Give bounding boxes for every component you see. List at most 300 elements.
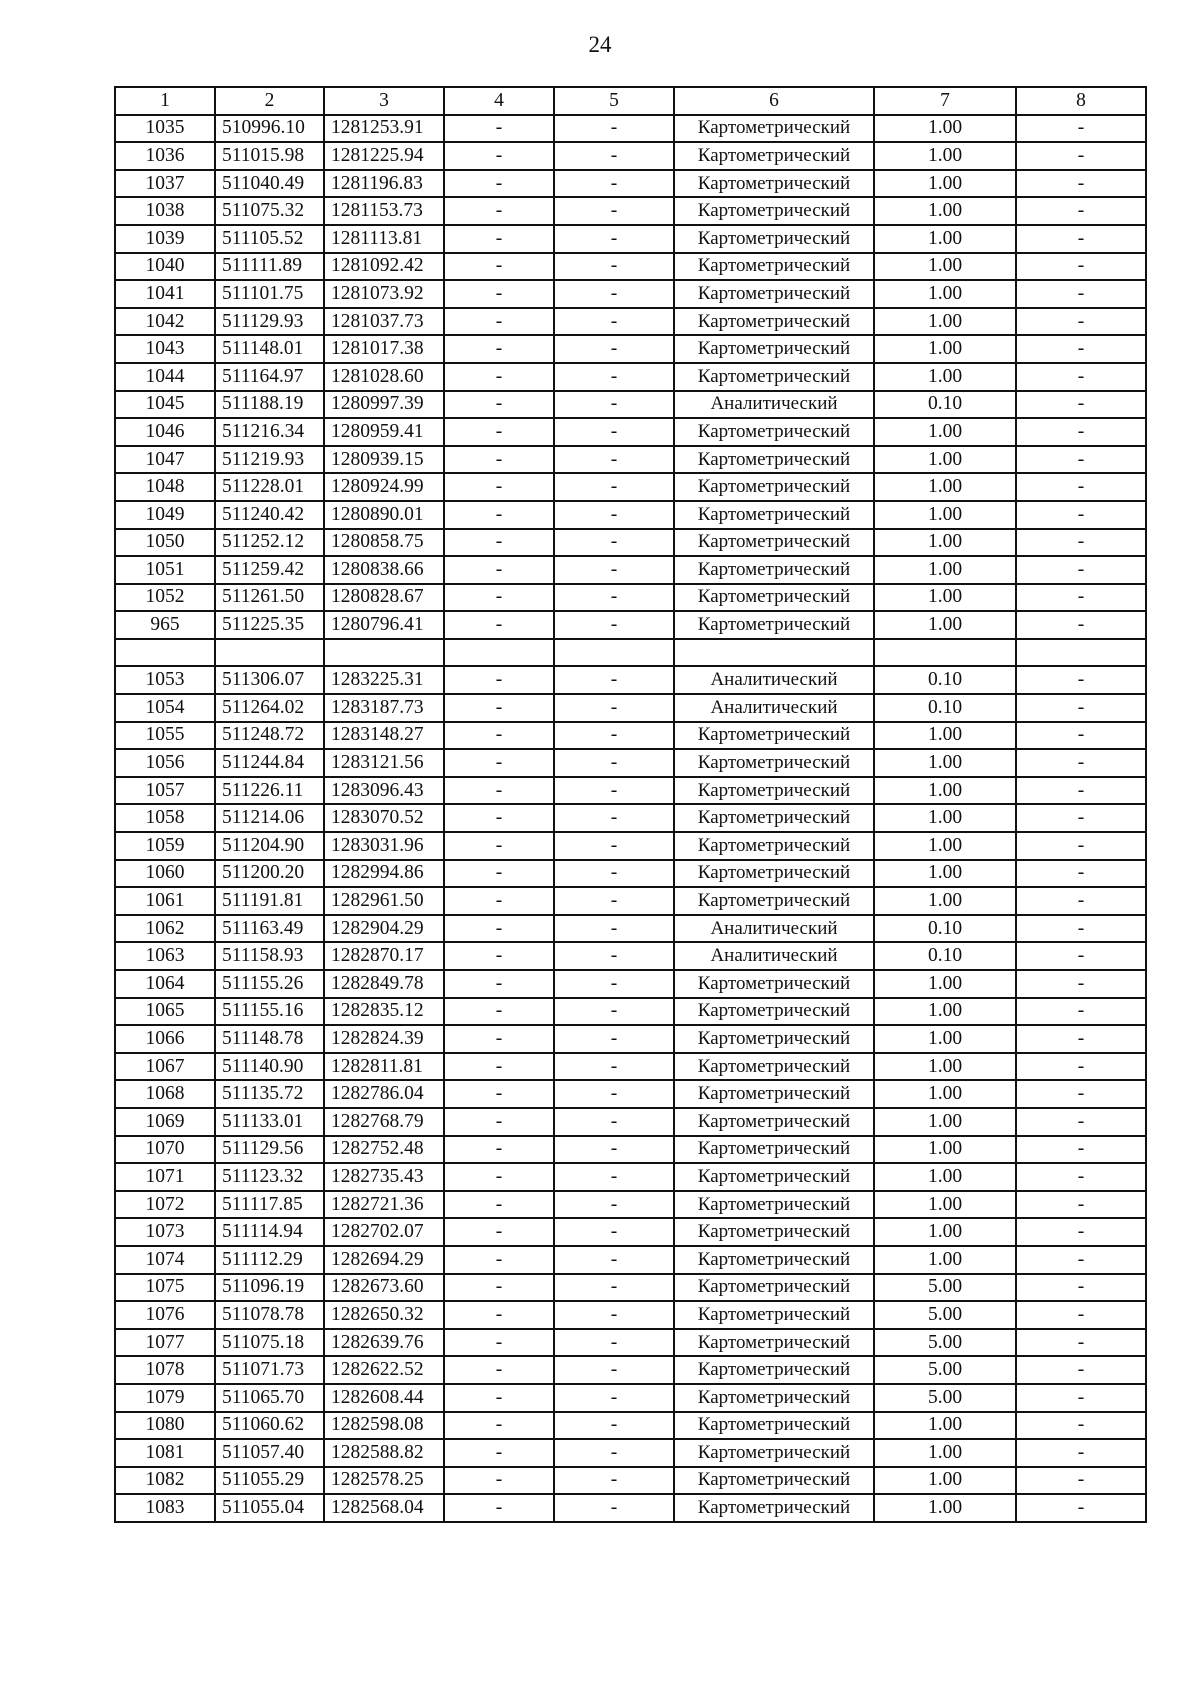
- table-row: [115, 473, 1146, 501]
- table-row: [115, 446, 1146, 474]
- point-number-cell: 1041: [115, 280, 215, 308]
- y-coordinate-cell: 1283096.43: [324, 777, 444, 805]
- table-row: [115, 1053, 1146, 1081]
- table-row: [115, 1108, 1146, 1136]
- accuracy-cell: 1.00: [874, 1053, 1016, 1081]
- x-coordinate-cell: 511158.93: [215, 942, 324, 970]
- y-coordinate-cell: 1281153.73: [324, 197, 444, 225]
- accuracy-cell: 1.00: [874, 804, 1016, 832]
- col5-cell: -: [554, 860, 674, 888]
- table-row: [115, 1246, 1146, 1274]
- x-coordinate-cell: 511040.49: [215, 170, 324, 198]
- point-number-cell: 1045: [115, 391, 215, 419]
- x-coordinate-cell: 511148.78: [215, 1025, 324, 1053]
- point-number-cell: 1062: [115, 915, 215, 943]
- method-cell: Картометрический: [674, 308, 874, 336]
- accuracy-cell: 1.00: [874, 722, 1016, 750]
- col5-cell: -: [554, 1467, 674, 1495]
- method-cell: Картометрический: [674, 335, 874, 363]
- table-row: [115, 1218, 1146, 1246]
- y-coordinate-cell: 1282870.17: [324, 942, 444, 970]
- y-coordinate-cell: 1282835.12: [324, 998, 444, 1026]
- col5-cell: -: [554, 722, 674, 750]
- x-coordinate-cell: 511065.70: [215, 1384, 324, 1412]
- col5-cell: -: [554, 1494, 674, 1522]
- col8-cell: -: [1016, 115, 1146, 143]
- col5-cell: -: [554, 197, 674, 225]
- col5-cell: -: [554, 584, 674, 612]
- accuracy-cell: 1.00: [874, 1439, 1016, 1467]
- x-coordinate-cell: 511225.35: [215, 611, 324, 639]
- col4-cell: -: [444, 970, 554, 998]
- x-coordinate-cell: 511140.90: [215, 1053, 324, 1081]
- col4-cell: -: [444, 1080, 554, 1108]
- col4-cell: -: [444, 998, 554, 1026]
- x-coordinate-cell: 510996.10: [215, 115, 324, 143]
- col8-cell: -: [1016, 722, 1146, 750]
- method-cell: Аналитический: [674, 915, 874, 943]
- col4-cell: -: [444, 1412, 554, 1440]
- point-number-cell: 1077: [115, 1329, 215, 1357]
- col4-cell: -: [444, 860, 554, 888]
- col5-cell: -: [554, 1439, 674, 1467]
- point-number-cell: 1042: [115, 308, 215, 336]
- col4-cell: [444, 639, 554, 667]
- col4-cell: -: [444, 1163, 554, 1191]
- point-number-cell: 1072: [115, 1191, 215, 1219]
- point-number-cell: 1046: [115, 418, 215, 446]
- col4-cell: -: [444, 170, 554, 198]
- y-coordinate-cell: 1282608.44: [324, 1384, 444, 1412]
- x-coordinate-cell: 511096.19: [215, 1274, 324, 1302]
- col5-cell: -: [554, 115, 674, 143]
- col4-cell: -: [444, 1329, 554, 1357]
- col8-cell: -: [1016, 804, 1146, 832]
- col5-cell: -: [554, 777, 674, 805]
- col8-cell: -: [1016, 1384, 1146, 1412]
- table-row: [115, 915, 1146, 943]
- point-number-cell: 1050: [115, 529, 215, 557]
- y-coordinate-cell: [324, 639, 444, 667]
- point-number-cell: 1043: [115, 335, 215, 363]
- x-coordinate-cell: 511191.81: [215, 887, 324, 915]
- table-row: [115, 1163, 1146, 1191]
- col5-cell: -: [554, 529, 674, 557]
- accuracy-cell: 0.10: [874, 391, 1016, 419]
- col8-cell: [1016, 639, 1146, 667]
- col5-cell: -: [554, 666, 674, 694]
- accuracy-cell: 1.00: [874, 335, 1016, 363]
- y-coordinate-cell: 1283148.27: [324, 722, 444, 750]
- col4-cell: -: [444, 446, 554, 474]
- method-cell: Картометрический: [674, 1163, 874, 1191]
- y-coordinate-cell: 1282721.36: [324, 1191, 444, 1219]
- method-cell: Картометрический: [674, 832, 874, 860]
- col5-cell: -: [554, 1246, 674, 1274]
- col8-cell: -: [1016, 1274, 1146, 1302]
- method-cell: Картометрический: [674, 446, 874, 474]
- table-row: [115, 666, 1146, 694]
- point-number-cell: 1061: [115, 887, 215, 915]
- x-coordinate-cell: 511071.73: [215, 1356, 324, 1384]
- table-row: [115, 998, 1146, 1026]
- col4-cell: -: [444, 115, 554, 143]
- point-number-cell: 1081: [115, 1439, 215, 1467]
- method-cell: Картометрический: [674, 1494, 874, 1522]
- col8-cell: -: [1016, 170, 1146, 198]
- col8-cell: -: [1016, 942, 1146, 970]
- x-coordinate-cell: 511111.89: [215, 253, 324, 281]
- col8-cell: -: [1016, 611, 1146, 639]
- y-coordinate-cell: 1282786.04: [324, 1080, 444, 1108]
- x-coordinate-cell: 511078.78: [215, 1301, 324, 1329]
- col8-cell: -: [1016, 335, 1146, 363]
- col4-cell: -: [444, 1136, 554, 1164]
- accuracy-cell: [874, 639, 1016, 667]
- col8-cell: -: [1016, 1053, 1146, 1081]
- x-coordinate-cell: 511259.42: [215, 556, 324, 584]
- point-number-cell: 1079: [115, 1384, 215, 1412]
- y-coordinate-cell: 1282735.43: [324, 1163, 444, 1191]
- col8-cell: -: [1016, 1356, 1146, 1384]
- y-coordinate-cell: 1282994.86: [324, 860, 444, 888]
- point-number-cell: 1054: [115, 694, 215, 722]
- method-cell: Картометрический: [674, 887, 874, 915]
- y-coordinate-cell: 1280997.39: [324, 391, 444, 419]
- accuracy-cell: 1.00: [874, 1218, 1016, 1246]
- x-coordinate-cell: 511133.01: [215, 1108, 324, 1136]
- col8-cell: -: [1016, 832, 1146, 860]
- accuracy-cell: 1.00: [874, 1080, 1016, 1108]
- x-coordinate-cell: 511114.94: [215, 1218, 324, 1246]
- table-row: [115, 887, 1146, 915]
- col5-cell: -: [554, 1053, 674, 1081]
- col4-cell: -: [444, 887, 554, 915]
- y-coordinate-cell: 1281017.38: [324, 335, 444, 363]
- point-number-cell: 1048: [115, 473, 215, 501]
- accuracy-cell: 1.00: [874, 418, 1016, 446]
- point-number-cell: [115, 639, 215, 667]
- table-row: [115, 804, 1146, 832]
- x-coordinate-cell: 511264.02: [215, 694, 324, 722]
- point-number-cell: 1044: [115, 363, 215, 391]
- method-cell: Картометрический: [674, 1329, 874, 1357]
- y-coordinate-cell: 1280796.41: [324, 611, 444, 639]
- accuracy-cell: 1.00: [874, 1412, 1016, 1440]
- point-number-cell: 1063: [115, 942, 215, 970]
- col4-cell: -: [444, 1467, 554, 1495]
- accuracy-cell: 1.00: [874, 446, 1016, 474]
- point-number-cell: 1070: [115, 1136, 215, 1164]
- method-cell: Картометрический: [674, 115, 874, 143]
- col5-cell: -: [554, 970, 674, 998]
- table-row: [115, 529, 1146, 557]
- table-row: [115, 225, 1146, 253]
- col8-cell: -: [1016, 666, 1146, 694]
- col5-cell: -: [554, 363, 674, 391]
- table-row: [115, 860, 1146, 888]
- col5-cell: -: [554, 915, 674, 943]
- method-cell: Картометрический: [674, 363, 874, 391]
- col5-cell: -: [554, 446, 674, 474]
- col8-cell: -: [1016, 1329, 1146, 1357]
- point-number-cell: 1058: [115, 804, 215, 832]
- y-coordinate-cell: 1282622.52: [324, 1356, 444, 1384]
- method-cell: Картометрический: [674, 1274, 874, 1302]
- col8-cell: -: [1016, 970, 1146, 998]
- col8-cell: -: [1016, 1467, 1146, 1495]
- x-coordinate-cell: 511163.49: [215, 915, 324, 943]
- y-coordinate-cell: 1280959.41: [324, 418, 444, 446]
- x-coordinate-cell: 511015.98: [215, 142, 324, 170]
- accuracy-cell: 1.00: [874, 777, 1016, 805]
- x-coordinate-cell: 511129.56: [215, 1136, 324, 1164]
- point-number-cell: 1068: [115, 1080, 215, 1108]
- x-coordinate-cell: 511055.29: [215, 1467, 324, 1495]
- table-row: [115, 1467, 1146, 1495]
- method-cell: Картометрический: [674, 804, 874, 832]
- col5-cell: -: [554, 749, 674, 777]
- x-coordinate-cell: 511135.72: [215, 1080, 324, 1108]
- point-number-cell: 1053: [115, 666, 215, 694]
- y-coordinate-cell: 1282568.04: [324, 1494, 444, 1522]
- col5-cell: -: [554, 1356, 674, 1384]
- col8-cell: -: [1016, 418, 1146, 446]
- method-cell: [674, 639, 874, 667]
- table-row: [115, 115, 1146, 143]
- point-number-cell: 1047: [115, 446, 215, 474]
- table-header: [115, 87, 1146, 115]
- col5-cell: -: [554, 253, 674, 281]
- accuracy-cell: 1.00: [874, 473, 1016, 501]
- x-coordinate-cell: 511226.11: [215, 777, 324, 805]
- y-coordinate-cell: 1281028.60: [324, 363, 444, 391]
- accuracy-cell: 1.00: [874, 1494, 1016, 1522]
- accuracy-cell: 1.00: [874, 887, 1016, 915]
- col5-cell: -: [554, 1191, 674, 1219]
- col5-cell: -: [554, 418, 674, 446]
- col8-cell: -: [1016, 749, 1146, 777]
- method-cell: Картометрический: [674, 1356, 874, 1384]
- col4-cell: -: [444, 1218, 554, 1246]
- point-number-cell: 1060: [115, 860, 215, 888]
- col4-cell: -: [444, 611, 554, 639]
- col8-cell: -: [1016, 1080, 1146, 1108]
- col5-cell: -: [554, 1080, 674, 1108]
- method-cell: Картометрический: [674, 1439, 874, 1467]
- accuracy-cell: 1.00: [874, 170, 1016, 198]
- col8-cell: -: [1016, 391, 1146, 419]
- header-cell-4: 4: [444, 87, 554, 115]
- point-number-cell: 1065: [115, 998, 215, 1026]
- col4-cell: -: [444, 253, 554, 281]
- col4-cell: -: [444, 363, 554, 391]
- point-number-cell: 1035: [115, 115, 215, 143]
- x-coordinate-cell: 511105.52: [215, 225, 324, 253]
- table-row: [115, 832, 1146, 860]
- table-row: [115, 280, 1146, 308]
- method-cell: Картометрический: [674, 1108, 874, 1136]
- accuracy-cell: 1.00: [874, 1136, 1016, 1164]
- point-number-cell: 1056: [115, 749, 215, 777]
- col4-cell: -: [444, 722, 554, 750]
- col8-cell: -: [1016, 225, 1146, 253]
- col4-cell: -: [444, 777, 554, 805]
- col8-cell: -: [1016, 446, 1146, 474]
- col4-cell: -: [444, 749, 554, 777]
- y-coordinate-cell: 1280838.66: [324, 556, 444, 584]
- point-number-cell: 1067: [115, 1053, 215, 1081]
- y-coordinate-cell: 1282673.60: [324, 1274, 444, 1302]
- method-cell: Картометрический: [674, 970, 874, 998]
- table-row: [115, 197, 1146, 225]
- point-number-cell: 1055: [115, 722, 215, 750]
- col4-cell: -: [444, 942, 554, 970]
- col5-cell: -: [554, 556, 674, 584]
- point-number-cell: 1036: [115, 142, 215, 170]
- col4-cell: -: [444, 391, 554, 419]
- point-number-cell: 1038: [115, 197, 215, 225]
- point-number-cell: 965: [115, 611, 215, 639]
- method-cell: Картометрический: [674, 1412, 874, 1440]
- method-cell: Картометрический: [674, 473, 874, 501]
- y-coordinate-cell: 1282578.25: [324, 1467, 444, 1495]
- x-coordinate-cell: 511123.32: [215, 1163, 324, 1191]
- col4-cell: -: [444, 1108, 554, 1136]
- table-row: [115, 1191, 1146, 1219]
- accuracy-cell: 5.00: [874, 1329, 1016, 1357]
- accuracy-cell: 1.00: [874, 970, 1016, 998]
- col8-cell: -: [1016, 1439, 1146, 1467]
- accuracy-cell: 1.00: [874, 556, 1016, 584]
- col8-cell: -: [1016, 887, 1146, 915]
- table-row: [115, 1384, 1146, 1412]
- col4-cell: -: [444, 418, 554, 446]
- accuracy-cell: 1.00: [874, 832, 1016, 860]
- point-number-cell: 1057: [115, 777, 215, 805]
- point-number-cell: 1069: [115, 1108, 215, 1136]
- col5-cell: -: [554, 611, 674, 639]
- y-coordinate-cell: 1282639.76: [324, 1329, 444, 1357]
- y-coordinate-cell: 1283070.52: [324, 804, 444, 832]
- x-coordinate-cell: 511148.01: [215, 335, 324, 363]
- col8-cell: -: [1016, 1025, 1146, 1053]
- point-number-cell: 1082: [115, 1467, 215, 1495]
- table-row: [115, 1439, 1146, 1467]
- x-coordinate-cell: 511057.40: [215, 1439, 324, 1467]
- accuracy-cell: 1.00: [874, 363, 1016, 391]
- point-number-cell: 1076: [115, 1301, 215, 1329]
- y-coordinate-cell: 1281073.92: [324, 280, 444, 308]
- x-coordinate-cell: 511155.26: [215, 970, 324, 998]
- x-coordinate-cell: 511244.84: [215, 749, 324, 777]
- method-cell: Аналитический: [674, 694, 874, 722]
- method-cell: Картометрический: [674, 1246, 874, 1274]
- accuracy-cell: 5.00: [874, 1301, 1016, 1329]
- header-cell-6: 6: [674, 87, 874, 115]
- method-cell: Картометрический: [674, 1025, 874, 1053]
- table-row: [115, 308, 1146, 336]
- col5-cell: -: [554, 1329, 674, 1357]
- table-row: [115, 1136, 1146, 1164]
- table-row: [115, 1412, 1146, 1440]
- col8-cell: -: [1016, 363, 1146, 391]
- method-cell: Картометрический: [674, 1467, 874, 1495]
- col5-cell: -: [554, 1136, 674, 1164]
- point-number-cell: 1083: [115, 1494, 215, 1522]
- method-cell: Картометрический: [674, 1301, 874, 1329]
- x-coordinate-cell: 511060.62: [215, 1412, 324, 1440]
- col4-cell: -: [444, 225, 554, 253]
- col8-cell: -: [1016, 280, 1146, 308]
- accuracy-cell: 0.10: [874, 942, 1016, 970]
- y-coordinate-cell: 1280939.15: [324, 446, 444, 474]
- method-cell: Картометрический: [674, 749, 874, 777]
- table-row: [115, 1329, 1146, 1357]
- col8-cell: -: [1016, 142, 1146, 170]
- method-cell: Картометрический: [674, 1218, 874, 1246]
- table-row: [115, 970, 1146, 998]
- method-cell: Картометрический: [674, 998, 874, 1026]
- col8-cell: -: [1016, 197, 1146, 225]
- x-coordinate-cell: 511214.06: [215, 804, 324, 832]
- col8-cell: -: [1016, 998, 1146, 1026]
- table-row: [115, 1025, 1146, 1053]
- point-number-cell: 1075: [115, 1274, 215, 1302]
- y-coordinate-cell: 1282768.79: [324, 1108, 444, 1136]
- accuracy-cell: 1.00: [874, 1108, 1016, 1136]
- method-cell: Аналитический: [674, 666, 874, 694]
- col5-cell: -: [554, 170, 674, 198]
- method-cell: Картометрический: [674, 777, 874, 805]
- x-coordinate-cell: 511075.32: [215, 197, 324, 225]
- col8-cell: -: [1016, 1412, 1146, 1440]
- accuracy-cell: 1.00: [874, 308, 1016, 336]
- point-number-cell: 1066: [115, 1025, 215, 1053]
- point-number-cell: 1073: [115, 1218, 215, 1246]
- col8-cell: -: [1016, 529, 1146, 557]
- col4-cell: -: [444, 584, 554, 612]
- accuracy-cell: 5.00: [874, 1274, 1016, 1302]
- table-row: [115, 584, 1146, 612]
- col8-cell: -: [1016, 1136, 1146, 1164]
- method-cell: Картометрический: [674, 584, 874, 612]
- method-cell: Картометрический: [674, 1191, 874, 1219]
- col4-cell: -: [444, 335, 554, 363]
- y-coordinate-cell: 1280924.99: [324, 473, 444, 501]
- x-coordinate-cell: 511252.12: [215, 529, 324, 557]
- y-coordinate-cell: 1282694.29: [324, 1246, 444, 1274]
- accuracy-cell: 1.00: [874, 529, 1016, 557]
- col8-cell: -: [1016, 915, 1146, 943]
- col4-cell: -: [444, 832, 554, 860]
- accuracy-cell: 1.00: [874, 115, 1016, 143]
- col5-cell: -: [554, 887, 674, 915]
- col4-cell: -: [444, 1356, 554, 1384]
- col5-cell: -: [554, 142, 674, 170]
- col5-cell: -: [554, 501, 674, 529]
- method-cell: Картометрический: [674, 280, 874, 308]
- table-row: [115, 335, 1146, 363]
- y-coordinate-cell: 1281092.42: [324, 253, 444, 281]
- col4-cell: -: [444, 1439, 554, 1467]
- col8-cell: -: [1016, 501, 1146, 529]
- method-cell: Аналитический: [674, 942, 874, 970]
- accuracy-cell: 5.00: [874, 1356, 1016, 1384]
- point-number-cell: 1049: [115, 501, 215, 529]
- table-row: [115, 777, 1146, 805]
- point-number-cell: 1052: [115, 584, 215, 612]
